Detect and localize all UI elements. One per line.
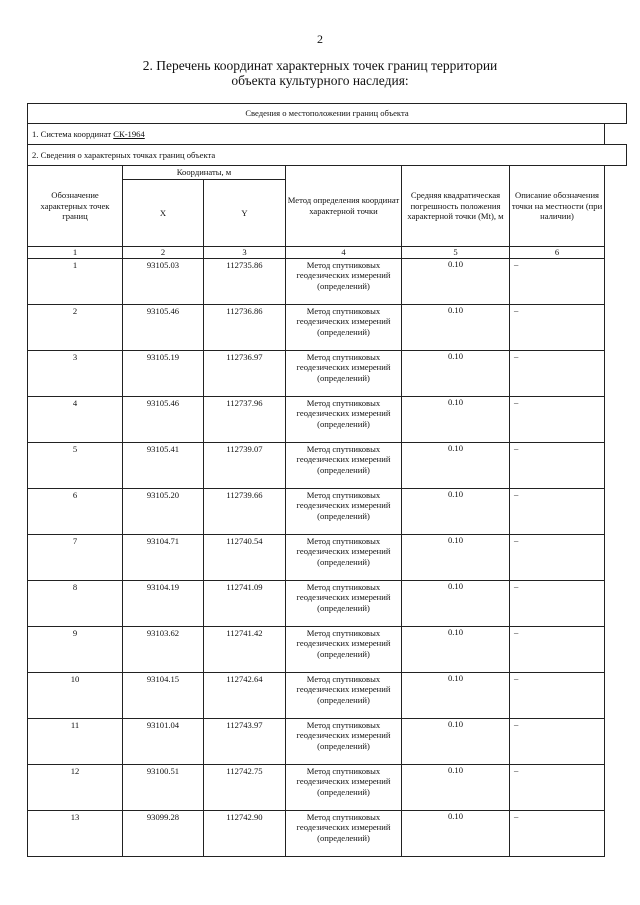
cell-error: 0.10 <box>402 810 510 856</box>
coord-system-gap <box>605 124 627 145</box>
cell-point: 11 <box>28 718 123 764</box>
cell-error: 0.10 <box>402 672 510 718</box>
cell-error: 0.10 <box>402 718 510 764</box>
cell-method: Метод спутниковых геодезических измерений (определений) <box>286 810 402 856</box>
cell-point: 3 <box>28 350 123 396</box>
cell-desc: – <box>510 304 605 350</box>
cell-point: 7 <box>28 534 123 580</box>
cell-desc: – <box>510 258 605 304</box>
title-line-1: 2. Перечень координат характерных точек границ территории <box>142 58 498 73</box>
cell-x: 93103.62 <box>123 626 204 672</box>
cell-method: Метод спутниковых геодезических измерений (определений) <box>286 626 402 672</box>
cell-y: 112742.64 <box>204 672 286 718</box>
row-gap <box>605 764 627 810</box>
header-gap <box>605 166 627 247</box>
cell-point: 2 <box>28 304 123 350</box>
cell-y: 112739.07 <box>204 442 286 488</box>
page-number: 2 <box>317 32 323 46</box>
cell-y: 112742.75 <box>204 764 286 810</box>
row-gap <box>605 304 627 350</box>
cell-method: Метод спутниковых геодезических измерений (определений) <box>286 534 402 580</box>
col-number-4: 4 <box>286 247 402 259</box>
cell-desc: – <box>510 442 605 488</box>
cell-y: 112737.96 <box>204 396 286 442</box>
cell-x: 93104.71 <box>123 534 204 580</box>
cell-point: 1 <box>28 258 123 304</box>
cell-point: 6 <box>28 488 123 534</box>
col-number-3: 3 <box>204 247 286 259</box>
table-row <box>28 442 627 488</box>
cell-x: 93105.46 <box>123 396 204 442</box>
col-header-coords: Координаты, м <box>123 166 286 180</box>
cell-x: 93099.28 <box>123 810 204 856</box>
cell-y: 112739.66 <box>204 488 286 534</box>
cell-point: 8 <box>28 580 123 626</box>
cell-method: Метод спутниковых геодезических измерений (определений) <box>286 304 402 350</box>
table-row <box>28 626 627 672</box>
cell-error: 0.10 <box>402 396 510 442</box>
cell-method: Метод спутниковых геодезических измерений (определений) <box>286 258 402 304</box>
cell-y: 112736.86 <box>204 304 286 350</box>
row-gap <box>605 258 627 304</box>
cell-x: 93104.15 <box>123 672 204 718</box>
cell-desc: – <box>510 534 605 580</box>
cell-error: 0.10 <box>402 304 510 350</box>
col-header-y: Y <box>204 180 286 247</box>
cell-x: 93105.20 <box>123 488 204 534</box>
cell-y: 112741.42 <box>204 626 286 672</box>
document-title <box>0 58 640 88</box>
cell-method: Метод спутниковых геодезических измерений (определений) <box>286 672 402 718</box>
cell-x: 93105.03 <box>123 258 204 304</box>
row-gap <box>605 350 627 396</box>
cell-method: Метод спутниковых геодезических измерений (определений) <box>286 396 402 442</box>
col-header-method: Метод определения координат характерной точки <box>286 166 402 247</box>
row-gap <box>605 488 627 534</box>
points-section-header: 2. Сведения о характерных точках границ объекта <box>28 145 627 166</box>
cell-x: 93104.19 <box>123 580 204 626</box>
cell-desc: – <box>510 488 605 534</box>
table-row <box>28 304 627 350</box>
cell-x: 93105.46 <box>123 304 204 350</box>
table-row <box>28 810 627 856</box>
coord-system-row <box>28 124 605 145</box>
col-header-point: Обозначение характерных точек границ <box>28 166 123 247</box>
cell-desc: – <box>510 672 605 718</box>
col-number-1: 1 <box>28 247 123 259</box>
title-line-2: объекта культурного наследия: <box>231 73 409 88</box>
cell-desc: – <box>510 396 605 442</box>
row-gap <box>605 626 627 672</box>
cell-error: 0.10 <box>402 258 510 304</box>
cell-y: 112741.09 <box>204 580 286 626</box>
cell-method: Метод спутниковых геодезических измерений (определений) <box>286 442 402 488</box>
cell-y: 112736.97 <box>204 350 286 396</box>
col-header-x: X <box>123 180 204 247</box>
number-gap <box>605 247 627 259</box>
table-row <box>28 534 627 580</box>
cell-method: Метод спутниковых геодезических измерений (определений) <box>286 764 402 810</box>
cell-y: 112735.86 <box>204 258 286 304</box>
coordinates-table <box>27 103 627 857</box>
table-row <box>28 350 627 396</box>
cell-x: 93101.04 <box>123 718 204 764</box>
cell-y: 112743.97 <box>204 718 286 764</box>
cell-x: 93100.51 <box>123 764 204 810</box>
table-row <box>28 580 627 626</box>
table-row <box>28 672 627 718</box>
cell-method: Метод спутниковых геодезических измерений (определений) <box>286 488 402 534</box>
row-gap <box>605 718 627 764</box>
row-gap <box>605 580 627 626</box>
section-header: Сведения о местоположении границ объекта <box>28 104 627 124</box>
cell-y: 112742.90 <box>204 810 286 856</box>
table-row <box>28 258 627 304</box>
cell-x: 93105.41 <box>123 442 204 488</box>
table-row <box>28 396 627 442</box>
cell-error: 0.10 <box>402 580 510 626</box>
col-number-2: 2 <box>123 247 204 259</box>
cell-x: 93105.19 <box>123 350 204 396</box>
row-gap <box>605 442 627 488</box>
col-number-6: 6 <box>510 247 605 259</box>
cell-desc: – <box>510 810 605 856</box>
table-row <box>28 718 627 764</box>
coord-system-label: 1. Система координат <box>32 128 114 139</box>
cell-point: 9 <box>28 626 123 672</box>
cell-error: 0.10 <box>402 442 510 488</box>
cell-error: 0.10 <box>402 534 510 580</box>
cell-method: Метод спутниковых геодезических измерений (определений) <box>286 718 402 764</box>
col-header-desc: Описание обозначения точки на местности (при наличии) <box>510 166 605 247</box>
row-gap <box>605 810 627 856</box>
cell-error: 0.10 <box>402 764 510 810</box>
coord-system-value: СК-1964 <box>113 128 145 139</box>
cell-point: 5 <box>28 442 123 488</box>
cell-point: 12 <box>28 764 123 810</box>
cell-desc: – <box>510 764 605 810</box>
table-row <box>28 488 627 534</box>
cell-desc: – <box>510 718 605 764</box>
cell-point: 10 <box>28 672 123 718</box>
cell-point: 4 <box>28 396 123 442</box>
cell-point: 13 <box>28 810 123 856</box>
col-header-error: Средняя квадратическая погрешность положения характерной точки (Mt), м <box>402 166 510 247</box>
row-gap <box>605 534 627 580</box>
cell-desc: – <box>510 626 605 672</box>
row-gap <box>605 672 627 718</box>
cell-desc: – <box>510 580 605 626</box>
cell-error: 0.10 <box>402 350 510 396</box>
row-gap <box>605 396 627 442</box>
cell-method: Метод спутниковых геодезических измерений (определений) <box>286 580 402 626</box>
cell-error: 0.10 <box>402 626 510 672</box>
cell-method: Метод спутниковых геодезических измерений (определений) <box>286 350 402 396</box>
cell-error: 0.10 <box>402 488 510 534</box>
table-row <box>28 764 627 810</box>
col-number-5: 5 <box>402 247 510 259</box>
cell-y: 112740.54 <box>204 534 286 580</box>
cell-desc: – <box>510 350 605 396</box>
